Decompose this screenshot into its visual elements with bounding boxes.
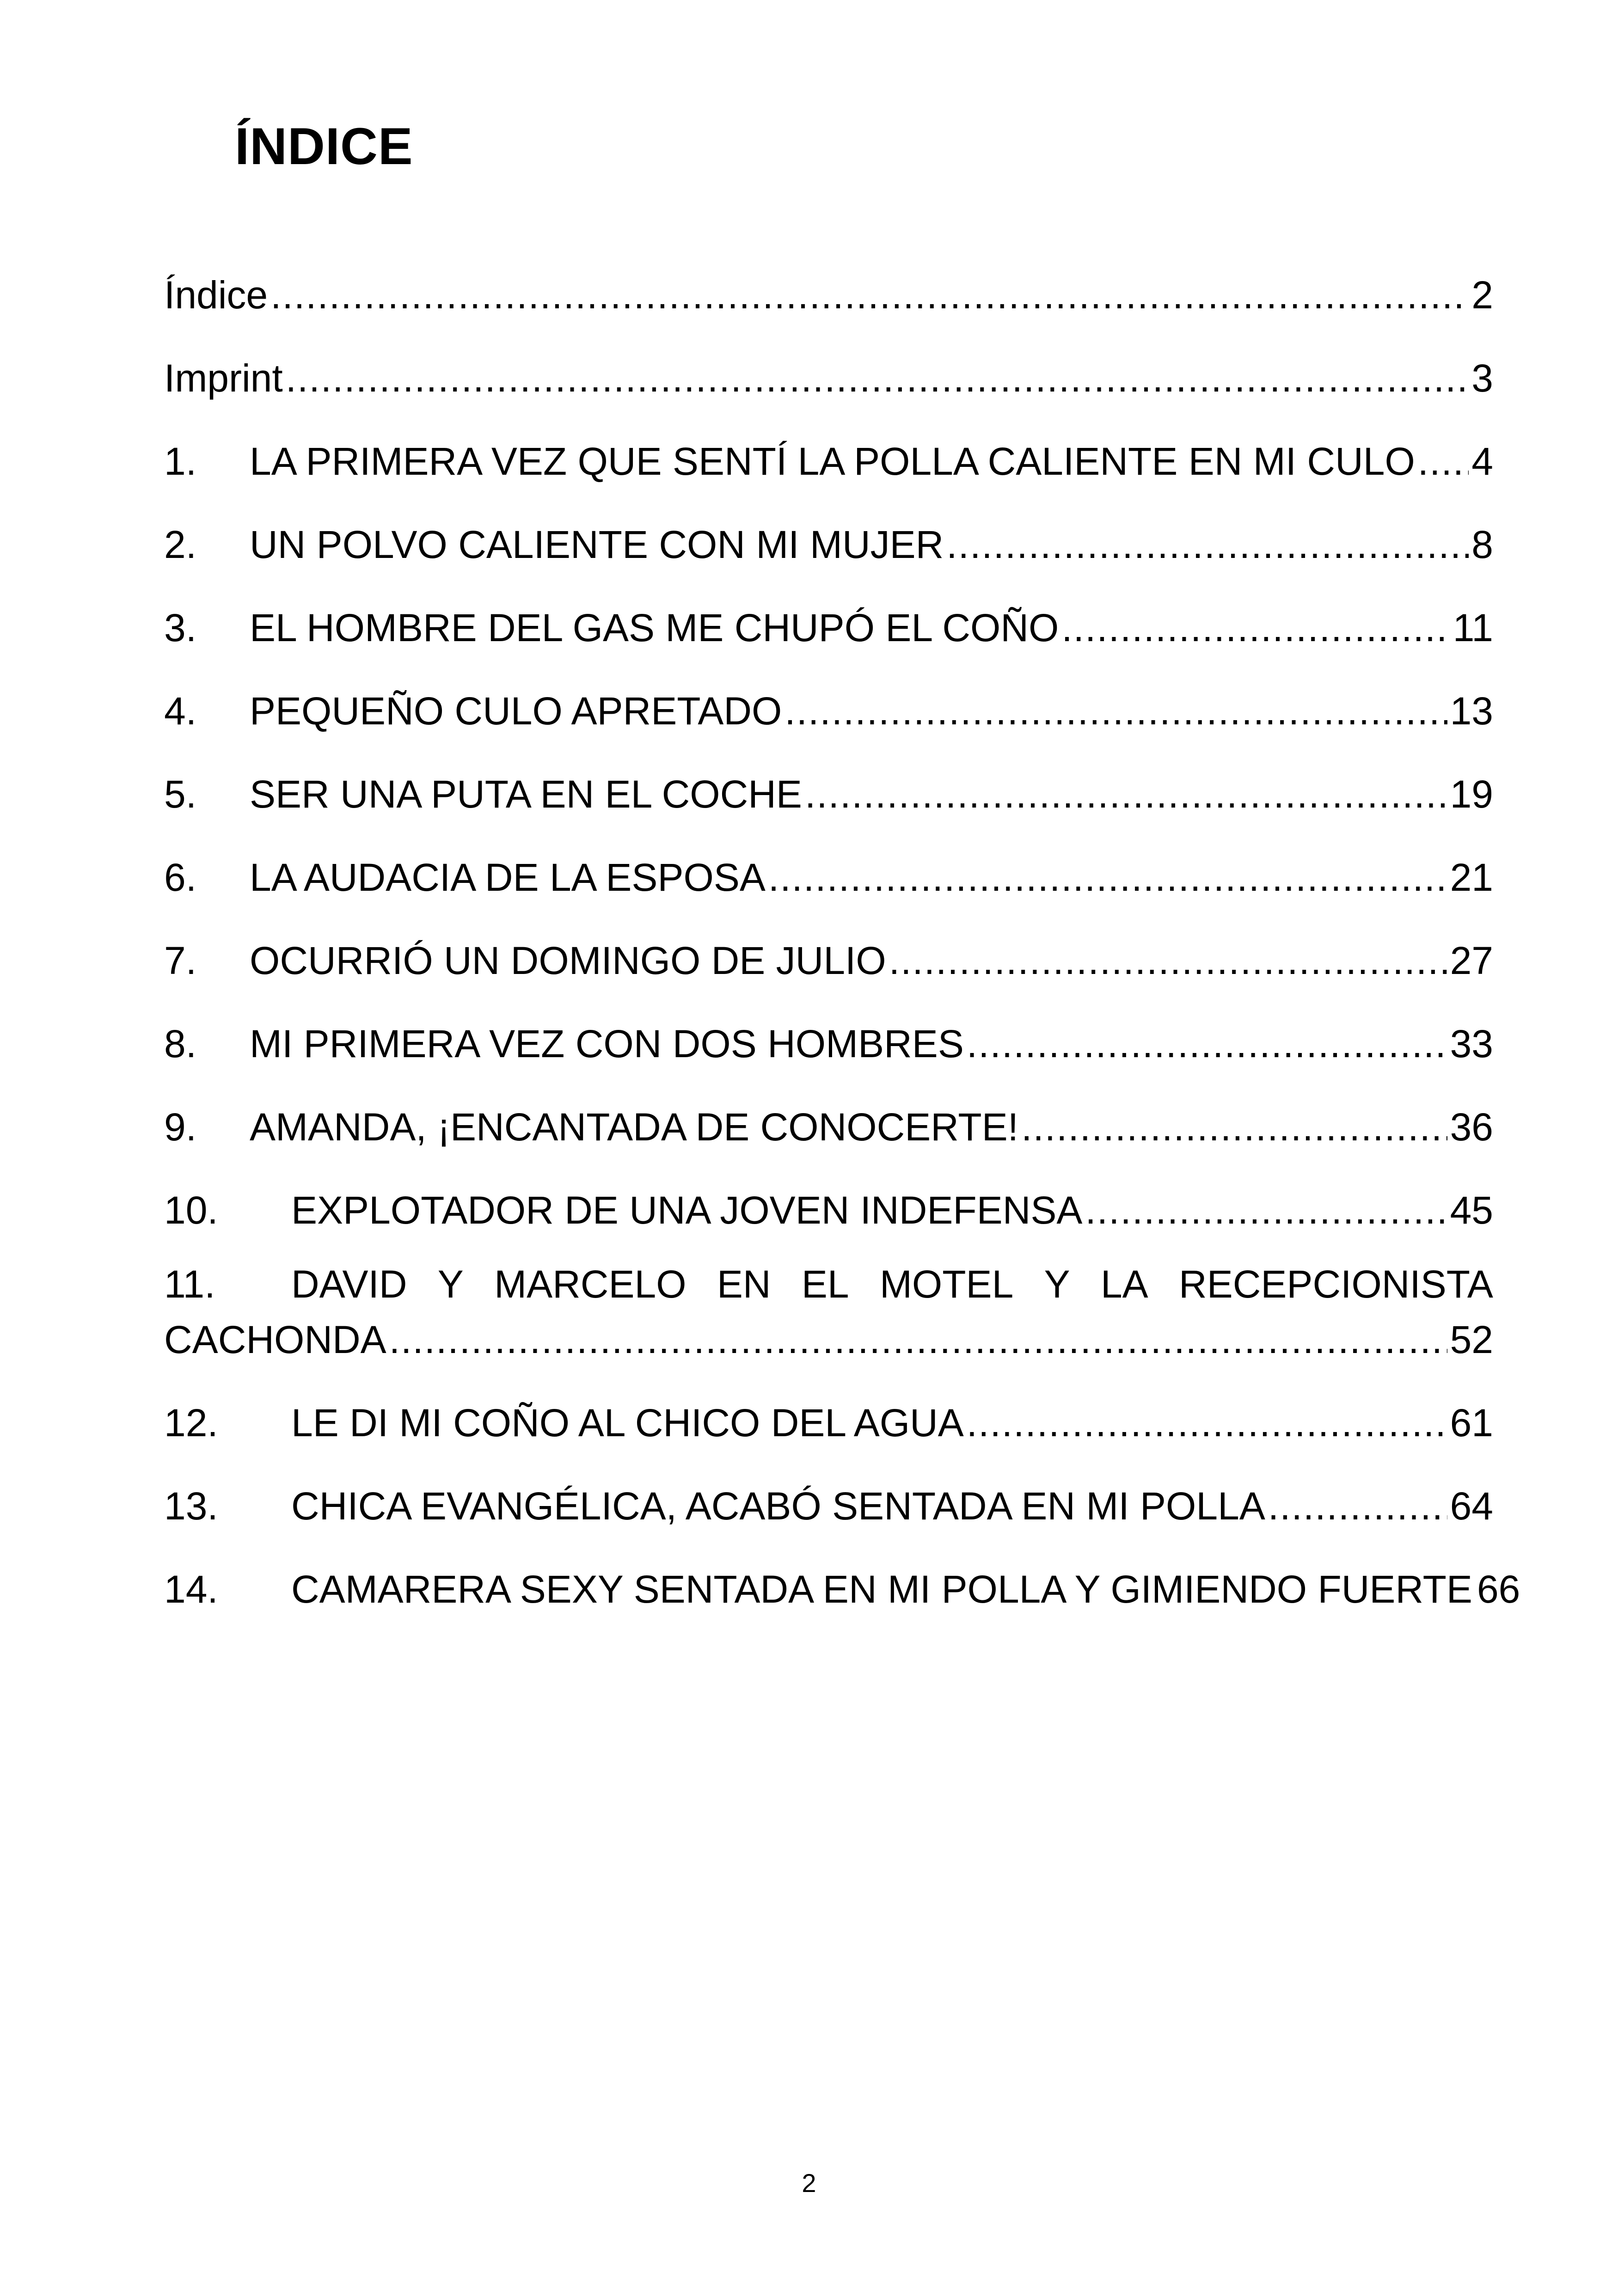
page-number: 2	[802, 2168, 816, 2198]
toc-dot-leader	[1021, 1085, 1447, 1169]
toc-entry-number: 12.	[164, 1401, 218, 1445]
toc-entry-page: 11	[1453, 606, 1493, 649]
toc-entry-title: CAMARERA SEXY SENTADA EN MI POLLA Y GIMIENDO FUERTE	[291, 1567, 1472, 1611]
toc-entry-line	[164, 1298, 1493, 1381]
toc-dot-leader	[805, 753, 1447, 836]
toc-dot-leader	[946, 503, 1469, 586]
toc-title-word: EN	[717, 1262, 771, 1306]
toc-entry-page: 66	[1477, 1567, 1520, 1611]
toc-dot-leader	[270, 253, 1469, 337]
toc-entry-page: 19	[1450, 772, 1493, 816]
toc-title-word: RECEPCIONISTA	[1179, 1262, 1493, 1306]
page-title: ÍNDICE	[235, 117, 413, 175]
toc-entry-number: 14.	[164, 1567, 218, 1611]
toc-entry-number: 1.	[164, 440, 197, 483]
toc-title-word: MOTEL	[879, 1262, 1014, 1306]
toc-entry-number: 10.	[164, 1188, 218, 1232]
toc-dot-leader	[389, 1298, 1447, 1381]
toc-entry-page: 36	[1450, 1105, 1493, 1149]
toc-entry-number: 4.	[164, 689, 197, 733]
toc-entry-title: Índice	[164, 273, 268, 317]
toc-entry[interactable]	[164, 1252, 1493, 1381]
toc-dot-leader	[1418, 420, 1469, 503]
toc-title-word: Y	[437, 1262, 464, 1306]
toc-entry[interactable]	[164, 1464, 1493, 1548]
toc-entry[interactable]	[164, 1002, 1493, 1085]
toc-entry-number: 9.	[164, 1105, 197, 1149]
toc-entry[interactable]	[164, 586, 1493, 669]
toc-dot-leader	[1085, 1169, 1447, 1252]
toc-entry-title: CHICA EVANGÉLICA, ACABÓ SENTADA EN MI POLLA	[291, 1484, 1265, 1528]
toc-entry-page: 21	[1450, 856, 1493, 899]
toc-entry-page: 33	[1450, 1022, 1493, 1065]
toc-entry-page: 64	[1450, 1484, 1493, 1528]
toc-entry-page: 61	[1450, 1401, 1493, 1445]
toc-entry[interactable]	[164, 836, 1493, 919]
toc-title-word: DAVID	[291, 1262, 407, 1306]
toc-entry-page: 2	[1471, 273, 1493, 317]
toc-title-word: EL	[801, 1262, 849, 1306]
toc-entry-title: EXPLOTADOR DE UNA JOVEN INDEFENSA	[291, 1188, 1083, 1232]
toc-entry-title: Imprint	[164, 356, 283, 400]
toc-entry[interactable]	[164, 1085, 1493, 1169]
toc-dot-leader	[784, 669, 1447, 753]
toc-entry-title: OCURRIÓ UN DOMINGO DE JULIO	[250, 939, 886, 982]
toc-entry-page: 52	[1450, 1318, 1493, 1361]
toc-entry[interactable]	[164, 1548, 1520, 1631]
toc-entry[interactable]	[164, 420, 1493, 503]
toc-dot-leader	[286, 337, 1469, 420]
toc-entry-page: 8	[1471, 523, 1493, 566]
toc-entry-page: 3	[1471, 356, 1493, 400]
toc-entry-number: 2.	[164, 523, 197, 566]
toc-entry-number: 5.	[164, 772, 197, 816]
toc-entry-title: LE DI MI COÑO AL CHICO DEL AGUA	[291, 1401, 964, 1445]
toc-title-word: Y	[1044, 1262, 1070, 1306]
toc-entry-number: 8.	[164, 1022, 197, 1065]
toc-entry-title: LA PRIMERA VEZ QUE SENTÍ LA POLLA CALIENTE EN MI CULO	[250, 440, 1415, 483]
toc-entry[interactable]	[164, 753, 1493, 836]
toc-entry[interactable]	[164, 1169, 1493, 1252]
toc-entry-number: 11.	[164, 1262, 215, 1306]
toc-entry[interactable]	[164, 1381, 1493, 1464]
toc-title-word: LA	[1100, 1262, 1148, 1306]
toc-entry-title: PEQUEÑO CULO APRETADO	[250, 689, 782, 733]
toc-entry-page: 13	[1450, 689, 1493, 733]
toc-entry[interactable]	[164, 919, 1493, 1002]
toc-dot-leader	[1268, 1464, 1447, 1548]
toc-entry-number: 3.	[164, 606, 197, 649]
toc-entry-title: MI PRIMERA VEZ CON DOS HOMBRES	[250, 1022, 964, 1065]
toc-entry[interactable]	[164, 503, 1493, 586]
toc-entry-page: 27	[1450, 939, 1493, 982]
toc-entry-number: 6.	[164, 856, 197, 899]
toc-entry-number: 7.	[164, 939, 197, 982]
toc-entry-page: 45	[1450, 1188, 1493, 1232]
toc-entry-title: LA AUDACIA DE LA ESPOSA	[250, 856, 766, 899]
toc-entry[interactable]	[164, 337, 1493, 420]
toc-entry-title: UN POLVO CALIENTE CON MI MUJER	[250, 523, 944, 566]
toc-dot-leader	[1061, 586, 1450, 669]
toc-dot-leader	[967, 1002, 1447, 1085]
toc-dot-leader	[967, 1381, 1447, 1464]
toc-entry-number: 13.	[164, 1484, 218, 1528]
table-of-contents	[164, 253, 1520, 1631]
toc-entry-title: AMANDA, ¡ENCANTADA DE CONOCERTE!	[250, 1105, 1019, 1149]
toc-entry-page: 4	[1471, 440, 1493, 483]
toc-entry[interactable]	[164, 253, 1493, 337]
toc-entry-title: EL HOMBRE DEL GAS ME CHUPÓ EL COÑO	[250, 606, 1059, 649]
toc-title-word: MARCELO	[494, 1262, 686, 1306]
toc-dot-leader	[768, 836, 1447, 919]
toc-entry-title-continued: CACHONDA	[164, 1318, 386, 1361]
toc-entry-title: SER UNA PUTA EN EL COCHE	[250, 772, 802, 816]
toc-entry[interactable]	[164, 669, 1493, 753]
toc-dot-leader	[889, 919, 1447, 1002]
